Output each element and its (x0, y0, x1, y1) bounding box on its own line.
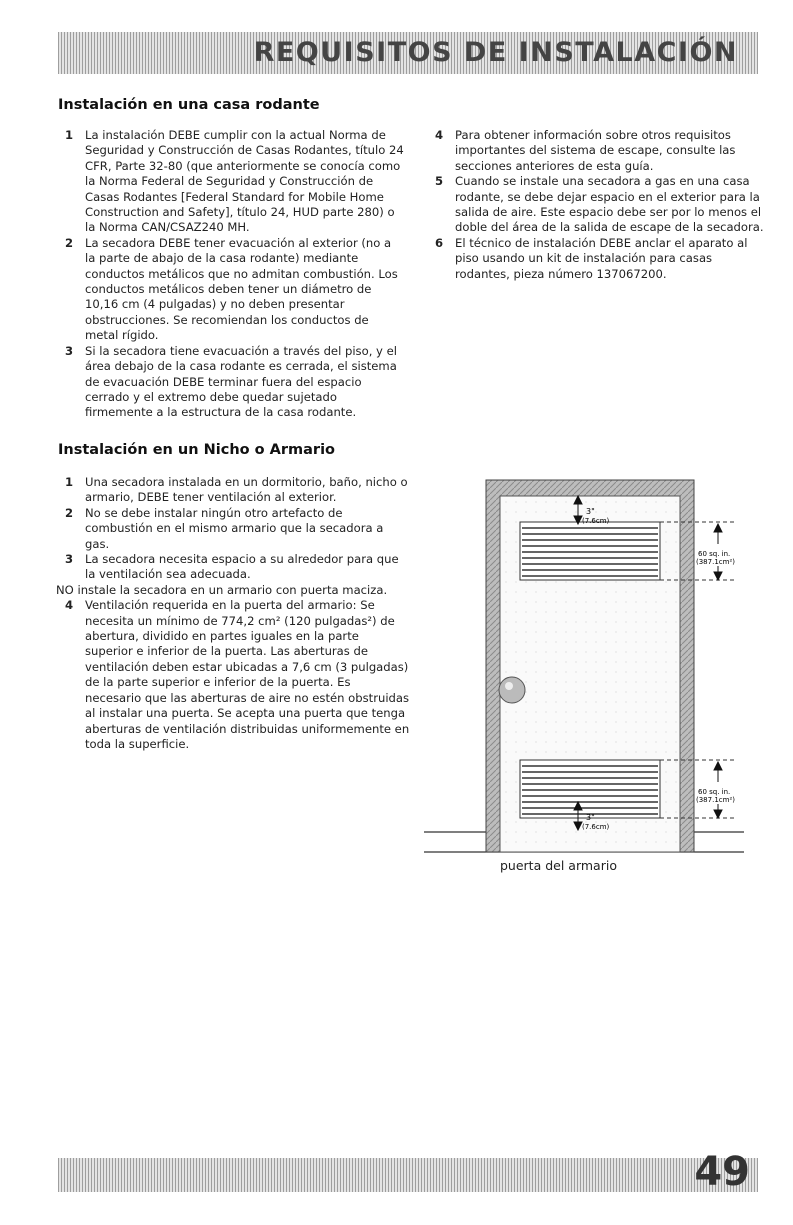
list-item: 4 Ventilación requerida en la puerta del armario: Se necesita un mínimo de 774,2 cm² (120 pulgadas²) de abertura, dividido en partes iguales en la parte superior e inferior de la puerta. Las aberturas de ventilación deben estar ubicadas a 7,6 cm (3 pulgadas) de la parte superior e inferior de la puerta. Es necesario que las aberturas de aire no estén obstruidas al instalar una puerta. Se acepta una puerta que tenga aberturas de ventilación distribuidas uniformemente en toda la superficie. (65, 598, 410, 751)
top-vent (520, 522, 660, 580)
top-gap-metric-label: (7.6cm) (582, 517, 610, 525)
header-bar (58, 32, 758, 74)
section-title-mobile-home: Instalación en una casa rodante (58, 97, 320, 113)
list-item: 3 Si la secadora tiene evacuación a través del piso, y el área debajo de la casa rodante es cerrada, el sistema de evacuación DEBE terminar fuera del espacio cerrado y el extremo debe quedar sujetado firmemente a la estructura de la casa rodante. (65, 343, 397, 420)
list-item: 3 La secadora necesita espacio a su alrededor para que la ventilación sea adecuada. (65, 552, 399, 582)
section-title-closet: Instalación en un Nicho o Armario (58, 442, 336, 458)
top-area-label: 60 sq. in. (698, 550, 731, 558)
top-area-metric-label: (387.1cm²) (696, 558, 735, 566)
list-item: 4 Para obtener información sobre otros requisitos importantes del sistema de escape, consulte las secciones anteriores de esta guía. (435, 128, 736, 173)
bottom-area-label: 60 sq. in. (698, 788, 731, 796)
section1-left-column (60, 128, 405, 421)
list-item: 6 El técnico de instalación DEBE anclar el aparato al piso usando un kit de instalación para casas rodantes, pieza número 137067200. (435, 235, 748, 281)
list-item: 1 La instalación DEBE cumplir con la actual Norma de Seguridad y Construcción de Casas Rodantes, título 24 CFR, Parte 32-80 (que anteriormente se conocía como la Norma Federal de Seguridad y Construcción de Casas Rodantes [Federal Standard for Mobile Home Construction and Safety], título 24, HUD parte 280) o la Norma CAN/CSAZ240 MH. (65, 128, 404, 235)
section1-right-column (430, 128, 765, 282)
list-item: 1 Una secadora instalada en un dormitorio, baño, nicho o armario, DEBE tener ventilación al exterior. (65, 475, 408, 505)
bottom-area-metric-label: (387.1cm²) (696, 796, 735, 804)
section2-column (56, 475, 410, 752)
warning-note: NO instale la secadora en un armario con puerta maciza. (56, 582, 388, 597)
bottom-gap-metric-label: (7.6cm) (582, 823, 610, 831)
bottom-vent (520, 760, 660, 818)
figure-caption: puerta del armario (500, 858, 617, 873)
list-item: 5 Cuando se instale una secadora a gas en una casa rodante, se debe dejar espacio en el exterior para la salida de aire. Este espacio debe ser por lo menos el doble del área de la salida de escape de la secadora. (435, 174, 764, 235)
top-gap-label: 3" (586, 507, 595, 516)
bottom-gap-label: 3" (586, 813, 595, 822)
page-number: 49 (694, 1149, 750, 1195)
list-item: 2 No se debe instalar ningún otro artefacto de combustión en el mismo armario que la secadora a gas. (65, 505, 384, 551)
list-item: 2 La secadora DEBE tener evacuación al exterior (no a la parte de abajo de la casa rodante) mediante conductos metálicos que no admitan combustión. Los conductos metálicos deben tener un diámetro de 10,16 cm (4 pulgadas) y no deben presentar obstrucciones. Se recomiendan los conductos de metal rígido. (65, 235, 398, 343)
footer-bar (58, 1149, 758, 1195)
door-knob (499, 677, 525, 703)
page-title: REQUISITOS DE INSTALACIÓN (253, 37, 738, 68)
closet-door-illustration (424, 470, 744, 860)
